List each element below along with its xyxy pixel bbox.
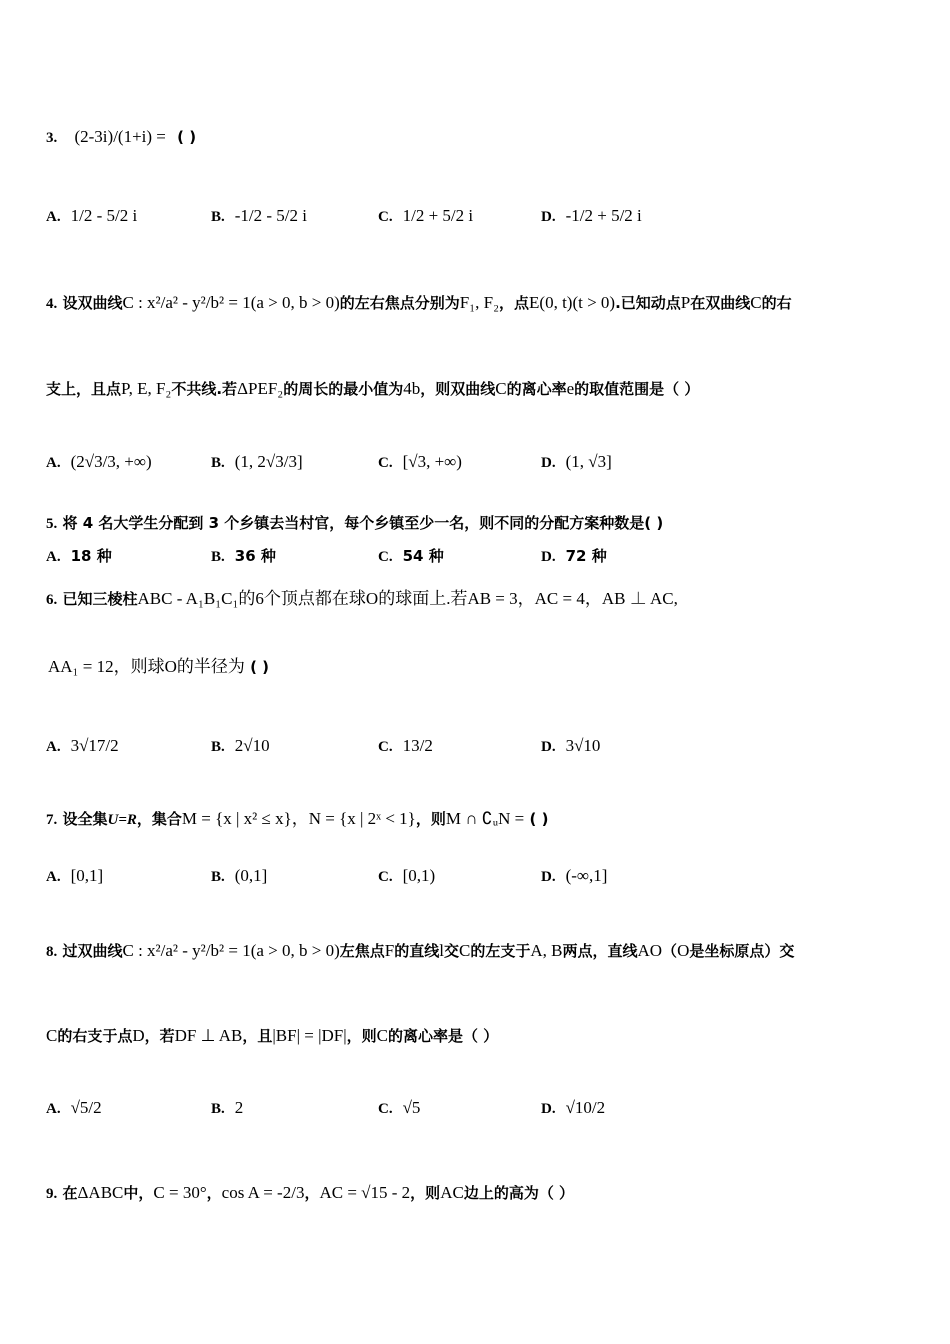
question-number: 3. [46, 130, 58, 146]
math-expression: P [680, 293, 691, 312]
math-expression: l [439, 941, 444, 960]
text: （ [662, 942, 678, 960]
text: 支上，且点 [46, 380, 122, 398]
question-6-line-1 [46, 588, 678, 611]
text: ，则双曲线 [420, 380, 496, 398]
math-expression: e [566, 379, 575, 398]
text: ，集合 [136, 810, 182, 828]
math-expression: C [495, 379, 507, 398]
math-expression: C : x²/a² - y²/b² = 1(a > 0, b > 0) [122, 941, 340, 960]
math-expression: (2-3i)/(1+i) = [74, 127, 166, 146]
text: 左焦点 [339, 942, 385, 960]
text: ，则 [415, 810, 446, 828]
math-expression: ΔABC [77, 1183, 124, 1202]
text: ，则 [410, 1184, 441, 1202]
math-expression: M = {x | x² ≤ x}，N = {x | 2ˣ < 1} [181, 809, 416, 828]
question-4-line-1 [46, 292, 792, 315]
question-6-line-2 [48, 656, 269, 678]
math-expression: ΔPEF₂ [237, 379, 284, 398]
question-number: 5. [46, 516, 58, 532]
text: .已知动点 [615, 294, 681, 312]
text: 将 4 名大学生分配到 3 个乡镇去当村官，每个乡镇至少一名，则不同的分配方案种数是( ) [62, 514, 664, 532]
text: 边上的高为（ ） [463, 1184, 575, 1202]
option-b: B. (1, 2√3/3] [211, 452, 303, 471]
text: ，则 [346, 1027, 377, 1045]
text: 过双曲线 [62, 942, 123, 960]
option-b: B. 2 [211, 1098, 244, 1117]
math-expression: AO [637, 941, 663, 960]
text: 的周长的最小值为 [283, 380, 404, 398]
question-number: 8. [46, 944, 58, 960]
question-9-stem [46, 1182, 574, 1205]
option-d: D. √10/2 [541, 1098, 606, 1117]
option-a: A. 3√17/2 [46, 736, 119, 755]
option-d: D. 72 种 [541, 547, 607, 565]
text: ，且 [242, 1027, 273, 1045]
answer-paren: ( ) [529, 810, 549, 828]
math-expression: |BF| = |DF| [272, 1026, 347, 1045]
math-expression: C [750, 293, 762, 312]
answer-paren: ( ) [250, 658, 270, 676]
text: ， [206, 1184, 222, 1202]
option-b: B. 36 种 [211, 547, 276, 565]
math-expression: E(0, t)(t > 0) [529, 293, 616, 312]
question-4-line-2 [46, 378, 699, 400]
math-expression: F₁, F₂ [459, 293, 500, 312]
question-number: 9. [46, 1186, 58, 1202]
math-expression: 4b [403, 379, 421, 398]
option-a: A. 18 种 [46, 547, 112, 565]
option-c: C. 54 种 [378, 547, 444, 565]
text: 在双曲线 [690, 294, 751, 312]
option-a: A. √5/2 [46, 1098, 102, 1117]
text: ，点 [499, 294, 530, 312]
math-expression: C [458, 941, 471, 960]
text: 的取值范围是（ ） [574, 380, 700, 398]
math-expression: C : x²/a² - y²/b² = 1(a > 0, b > 0) [122, 293, 340, 312]
question-8-line-2 [46, 1025, 498, 1047]
math-expression: C = 30° [153, 1183, 207, 1202]
math-expression: C [46, 1026, 58, 1045]
math-expression: M ∩ ∁ᵤN = [445, 809, 525, 828]
text: 的右支于点 [57, 1027, 133, 1045]
text: 两点，直线 [562, 942, 638, 960]
math-expression: A, B [530, 941, 563, 960]
question-5-stem [46, 512, 663, 535]
math-expression: P, E, F₂ [121, 379, 172, 398]
option-d: D. -1/2 + 5/2 i [541, 206, 642, 225]
math-expression: AC = √15 - 2 [319, 1183, 411, 1202]
text: 是坐标原点）交 [689, 942, 795, 960]
option-a: A. 1/2 - 5/2 i [46, 206, 138, 225]
answer-paren: ( ) [177, 128, 197, 146]
text: 中， [123, 1184, 154, 1202]
text: ， [304, 1184, 320, 1202]
text: 已知三棱柱 [62, 590, 138, 608]
universal-set: U=R [107, 812, 137, 828]
math-expression: AA₁ = 12，则球O的半径为 [48, 657, 245, 676]
math-expression: O [677, 941, 690, 960]
text: 的直线 [394, 942, 440, 960]
question-number: 4. [46, 296, 58, 312]
math-expression: cos A = -2/3 [221, 1183, 305, 1202]
text: 在 [62, 1184, 78, 1202]
text: 的左支于 [470, 942, 531, 960]
option-b: B. -1/2 - 5/2 i [211, 206, 308, 225]
option-a: A. (2√3/3, +∞) [46, 452, 152, 471]
question-3-stem [46, 126, 196, 149]
math-expression: AC [440, 1183, 464, 1202]
option-c: C. √5 [378, 1098, 421, 1117]
option-b: B. (0,1] [211, 866, 268, 885]
option-c: C. [√3, +∞) [378, 452, 462, 471]
option-c: C. 13/2 [378, 736, 433, 755]
option-c: C. [0,1) [378, 866, 436, 885]
math-expression: DF ⊥ AB [174, 1026, 243, 1045]
text: 交 [443, 942, 459, 960]
text: 设双曲线 [62, 294, 123, 312]
option-d: D. 3√10 [541, 736, 601, 755]
question-number: 7. [46, 812, 58, 828]
text: 设全集 [62, 810, 108, 828]
option-b: B. 2√10 [211, 736, 270, 755]
option-d: D. (1, √3] [541, 452, 612, 471]
option-d: D. (-∞,1] [541, 866, 608, 885]
question-8-line-1 [46, 940, 794, 963]
text: 的右 [761, 294, 792, 312]
math-expression: ABC - A₁B₁C₁的6个顶点都在球O的球面上.若AB = 3，AC = 4，AB ⊥ AC, [137, 589, 678, 608]
question-7-stem [46, 808, 548, 831]
text: 的离心率是（ ） [387, 1027, 499, 1045]
text: 的左右焦点分别为 [339, 294, 460, 312]
math-expression: F [384, 941, 395, 960]
math-expression: D [132, 1026, 145, 1045]
text: 的离心率 [506, 380, 567, 398]
text: 不共线.若 [171, 380, 238, 398]
text: ，若 [144, 1027, 175, 1045]
option-a: A. [0,1] [46, 866, 104, 885]
question-number: 6. [46, 592, 58, 608]
math-expression: C [376, 1026, 388, 1045]
option-c: C. 1/2 + 5/2 i [378, 206, 474, 225]
